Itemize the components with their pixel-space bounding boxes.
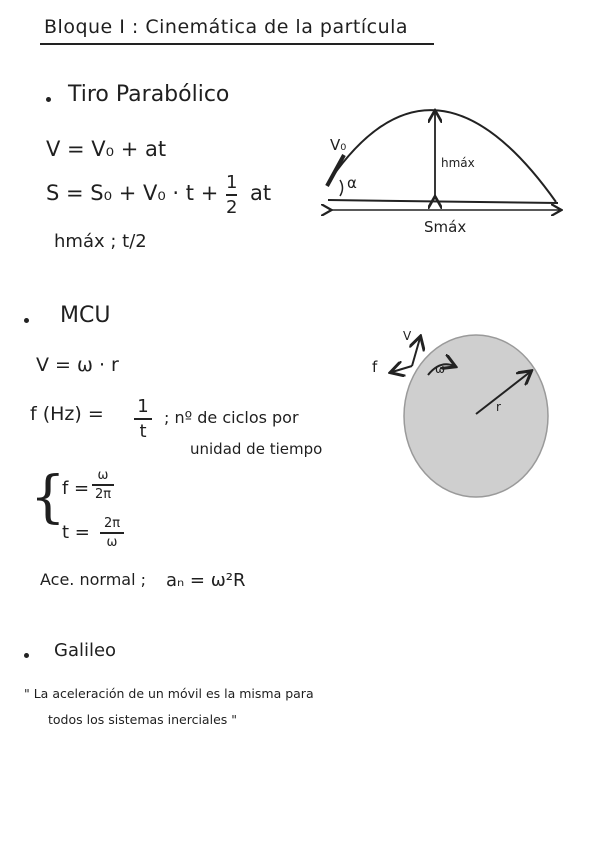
mcu-freq-num: 1: [137, 396, 149, 417]
force-vector: [392, 366, 412, 372]
mcu-acc-right: aₙ = ω²R: [166, 570, 246, 591]
mcu-sys-f-num: ω: [97, 468, 109, 483]
mcu-eq-velocity: V = ω · r: [36, 354, 119, 376]
mcu-freq-desc-2: unidad de tiempo: [190, 440, 323, 458]
fig-r-label: r: [496, 400, 501, 414]
tiro-eq-position-left: S = S₀ + V₀ · t +: [46, 181, 219, 205]
bullet-galileo: [24, 653, 29, 658]
rotating-disk: [404, 335, 548, 497]
mcu-sys-t-num: 2π: [103, 516, 121, 531]
tiro-heading: Tiro Parabólico: [68, 82, 230, 107]
mcu-freq-left: f (Hz) =: [30, 403, 104, 425]
fig-v-label: V: [403, 329, 412, 343]
fig-omega-label: ω: [435, 362, 446, 376]
fig-smax-label: Smáx: [424, 218, 467, 236]
galileo-quote-line-1: " La aceleración de un móvil es la misma para: [24, 686, 314, 701]
mcu-sys-f-den: 2π: [94, 487, 112, 502]
mcu-sys-t-left: t =: [62, 522, 90, 543]
mcu-sys-f-left: f =: [62, 478, 90, 499]
fig-hmax-label: hmáx: [441, 156, 475, 170]
fig-v0-label: V₀: [330, 136, 347, 154]
fig-alpha-label: α: [347, 174, 357, 192]
tiro-frac-num: 1: [226, 172, 238, 193]
page-title: Bloque I : Cinemática de la partícula: [44, 16, 409, 38]
fig-f-label: f: [372, 358, 378, 376]
tiro-hmax-line: hmáx ; t/2: [54, 231, 147, 252]
mcu-sys-t-den: ω: [106, 535, 118, 550]
tiro-frac-den: 2: [226, 197, 238, 218]
tiro-eq-position-right: at: [250, 181, 272, 205]
tiro-eq-velocity: V = V₀ + at: [46, 137, 167, 161]
mcu-freq-den: t: [139, 421, 147, 442]
system-brace: {: [30, 465, 66, 530]
velocity-vector: [412, 338, 420, 366]
mcu-heading: MCU: [60, 303, 111, 328]
galileo-heading: Galileo: [54, 640, 117, 661]
mcu-freq-desc-1: ; nº de ciclos por: [164, 408, 299, 427]
mcu-acc-left: Ace. normal ;: [40, 570, 147, 589]
galileo-quote-line-2: todos los sistemas inerciales ": [48, 712, 237, 727]
